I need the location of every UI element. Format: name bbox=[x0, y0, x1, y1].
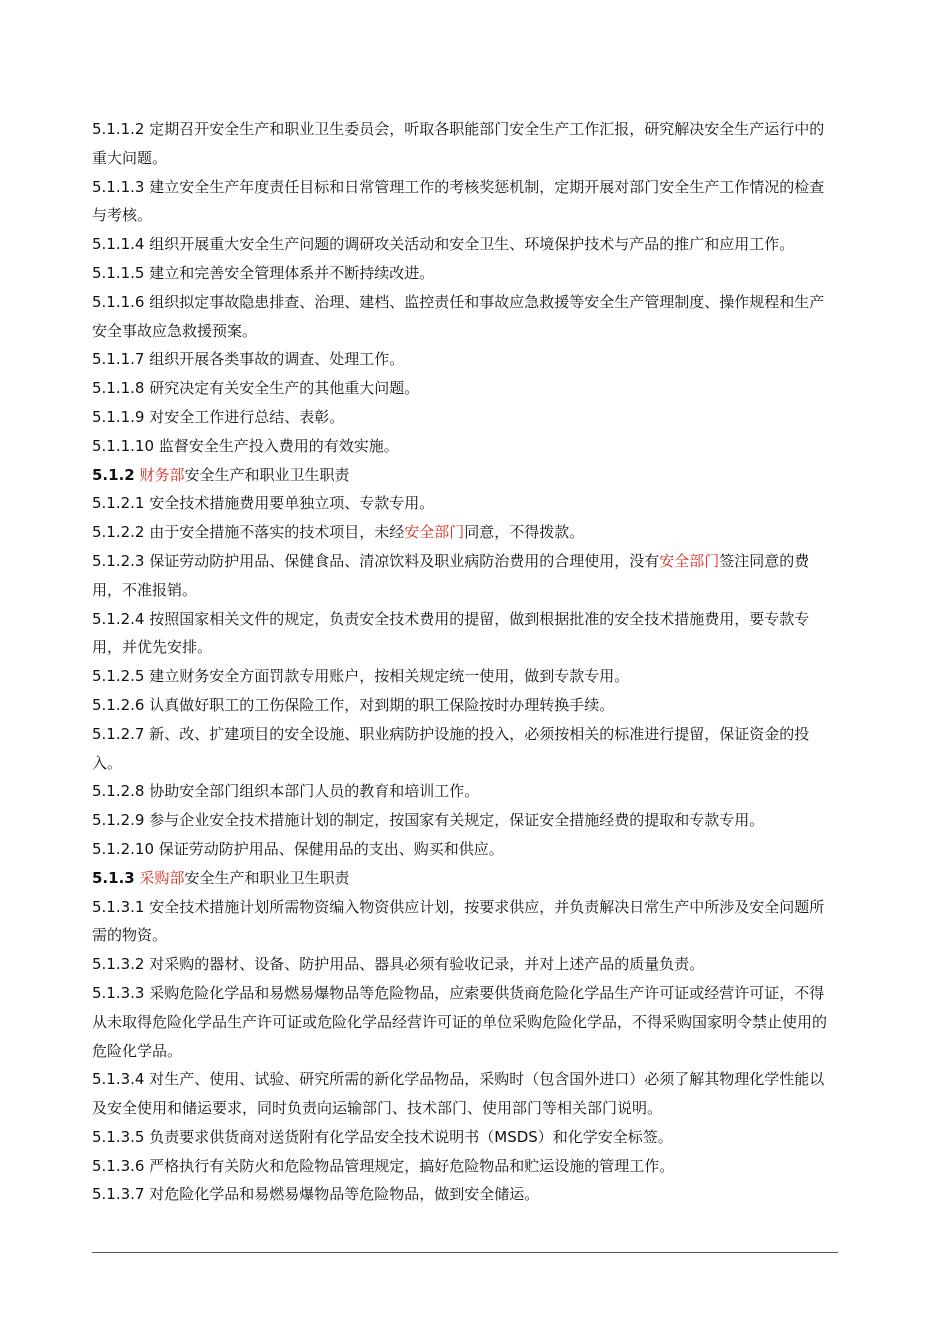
section-number: 5.1.2 bbox=[92, 465, 135, 484]
list-item: 5.1.2.6 认真做好职工的工伤保险工作，对到期的职工保险按时办理转换手续。 bbox=[92, 695, 615, 714]
list-item: 5.1.2.9 参与企业安全技术措施计划的制定，按国家有关规定，保证安全措施经费的提取和专款专用。 bbox=[92, 811, 765, 830]
list-item: 5.1.1.8 研究决定有关安全生产的其他重大问题。 bbox=[92, 379, 420, 398]
list-item: 5.1.3.4 对生产、使用、试验、研究所需的新化学品物品，采购时（包含国外进口）必须了解其物理化学性能以及安全使用和储运要求，同时负责向运输部门、技术部门、使用部门等相关部门说明。 bbox=[92, 1070, 825, 1118]
item-text: 同意，不得拨款。 bbox=[464, 523, 585, 542]
list-item bbox=[92, 518, 838, 547]
list-item: 5.1.1.5 建立和完善安全管理体系并不断持续改进。 bbox=[92, 263, 435, 282]
list-item: 5.1.1.10 监督安全生产投入费用的有效实施。 bbox=[92, 436, 399, 455]
list-item: 5.1.2.7 新、改、扩建项目的安全设施、职业病防护设施的投入，必须按相关的标准进行提留，保证资金的投入。 bbox=[92, 724, 810, 772]
item-text: 5.1.2.3 保证劳动防护用品、保健食品、清凉饮料及职业病防治费用的合理使用，没有 bbox=[92, 551, 660, 570]
list-item: 5.1.2.1 安全技术措施费用要单独立项、专款专用。 bbox=[92, 494, 435, 513]
list-item: 5.1.1.2 定期召开安全生产和职业卫生委员会，听取各职能部门安全生产工作汇报，研究解决安全生产运行中的重大问题。 bbox=[92, 120, 825, 167]
list-item: 5.1.1.3 建立安全生产年度责任目标和日常管理工作的考核奖惩机制，定期开展对部门安全生产工作情况的检查与考核。 bbox=[92, 177, 825, 225]
list-item: 5.1.3.3 采购危险化学品和易燃易爆物品等危险物品，应索要供货商危险化学品生产许可证或经营许可证，不得从未取得危险化学品生产许可证或危险化学品经营许可证的单位采购危险化学品，不得采购国家明令禁止使用的危险化学品。 bbox=[92, 983, 828, 1060]
list-item: 5.1.3.2 对采购的器材、设备、防护用品、器具必须有验收记录，并对上述产品的质量负责。 bbox=[92, 955, 705, 974]
document-body bbox=[92, 115, 838, 1209]
section-number: 5.1.3 bbox=[92, 868, 135, 887]
list-item: 5.1.1.6 组织拟定事故隐患排查、治理、建档、监控责任和事故应急救援等安全生产管理制度、操作规程和生产安全事故应急救援预案。 bbox=[92, 292, 825, 340]
footer-divider bbox=[92, 1252, 838, 1253]
item-text: 签注同意的费用，不准报销。 bbox=[92, 551, 810, 599]
highlight-text: 安全部门 bbox=[404, 523, 465, 542]
department-name: 采购部 bbox=[139, 868, 185, 887]
highlight-text: 安全部门 bbox=[659, 551, 720, 570]
list-item: 5.1.3.7 对危险化学品和易燃易爆物品等危险物品，做到安全储运。 bbox=[92, 1185, 540, 1204]
list-item: 5.1.2.8 协助安全部门组织本部门人员的教育和培训工作。 bbox=[92, 782, 480, 801]
section-heading-finance bbox=[92, 461, 838, 490]
list-item: 5.1.1.7 组织开展各类事故的调查、处理工作。 bbox=[92, 350, 405, 369]
list-item: 5.1.2.5 建立财务安全方面罚款专用账户，按相关规定统一使用，做到专款专用。 bbox=[92, 667, 630, 686]
list-item: 5.1.2.10 保证劳动防护用品、保健用品的支出、购买和供应。 bbox=[92, 839, 504, 858]
list-item bbox=[92, 547, 838, 605]
list-item: 5.1.1.9 对安全工作进行总结、表彰。 bbox=[92, 407, 345, 426]
list-item: 5.1.1.4 组织开展重大安全生产问题的调研攻关活动和安全卫生、环境保护技术与产品的推广和应用工作。 bbox=[92, 235, 795, 254]
item-text: 5.1.2.2 由于安全措施不落实的技术项目，未经 bbox=[92, 523, 405, 542]
section-heading-procurement bbox=[92, 864, 838, 893]
list-item: 5.1.3.5 负责要求供货商对送货附有化学品安全技术说明书（MSDS）和化学安全标签。 bbox=[92, 1127, 673, 1146]
list-item: 5.1.3.1 安全技术措施计划所需物资编入物资供应计划，按要求供应，并负责解决日常生产中所涉及安全问题所需的物资。 bbox=[92, 897, 825, 945]
department-name: 财务部 bbox=[139, 465, 185, 484]
list-item: 5.1.3.6 严格执行有关防火和危险物品管理规定，搞好危险物品和贮运设施的管理工作。 bbox=[92, 1156, 675, 1175]
section-title: 安全生产和职业卫生职责 bbox=[184, 868, 350, 887]
list-item: 5.1.2.4 按照国家相关文件的规定，负责安全技术费用的提留，做到根据批准的安全技术措施费用，要专款专用，并优先安排。 bbox=[92, 609, 810, 657]
section-title: 安全生产和职业卫生职责 bbox=[184, 465, 350, 484]
